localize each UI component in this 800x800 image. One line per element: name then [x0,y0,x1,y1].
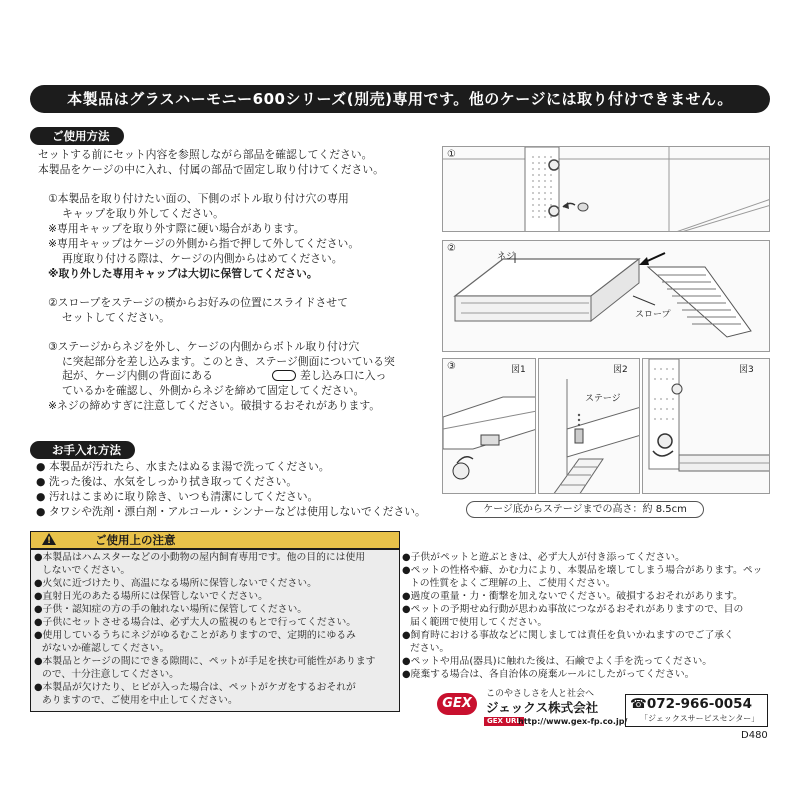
caution-item: トの性質をよくご理解の上、ご使用ください。 [410,578,616,589]
caution-item: ●子供にセットさせる場合は、必ず大人の監視のもとで行ってください。 [34,617,357,628]
caution-item: ●子供がペットと遊ぶときは、必ず大人が付き添ってください。 [402,552,685,563]
caution-item: 届く範囲で使用してください。 [410,617,548,628]
step1-note: ※専用キャップはケージの外側から指で押して外してください。 [48,237,360,250]
company-url[interactable]: http://www.gex-fp.co.jp/ [518,717,628,726]
caution-item: ●使用しているうちにネジがゆるむことがありますので、定期的にゆるみ [34,630,356,641]
step1-note: 再度取り付ける際は、ケージの内側からはめてください。 [62,252,343,265]
step3-line: ているかを確認し、外側からネジを締めて固定してください。 [62,384,365,397]
step3-line: に突起部分を差し込みます。このとき、ステージ側面についている突起が、ケージ内側の背面にある [62,355,395,383]
phone-icon: ☎ [630,696,647,712]
figure-3-panel-1-drawing [443,359,536,494]
service-center: 「ジェックスサービスセンター」 [640,714,760,723]
figure-3-number: ③ [447,361,456,372]
caution-item: しないでください。 [42,565,131,576]
caution-item: がないか確認してください。 [42,643,170,654]
caution-item: ●廃棄する場合は、各自治体の廃棄ルールにしたがってください。 [402,669,695,680]
caution-item: ●子供・認知症の方の手の触れない場所に保管してください。 [34,604,308,615]
care-item: ● タワシや洗剤・漂白剤・アルコール・シンナーなどは使用しないでください。 [36,505,426,518]
fig-label-1: 図1 [511,365,526,375]
caution-item: ださい。 [410,643,450,654]
caution-item: ●直射日光のあたる場所には保管しないでください。 [34,591,268,602]
caution-item: ありますので、ご使用を中止してください。 [42,695,238,706]
figure-1-number: ① [447,149,456,160]
care-item: ● 汚れはこまめに取り除き、いつも清潔にしてください。 [36,490,319,503]
gex-logo: GEX [437,693,477,715]
caution-item: ●本製品が欠けたり、ヒビが入った場合は、ペットがケガをするおそれが [34,682,356,693]
care-item: ● 洗った後は、水気をしっかり拭き取ってください。 [36,475,298,488]
caution-item: ●過度の重量・力・衝撃を加えないでください。破損するおそれがあります。 [402,591,743,602]
figure-3-panel-2 [538,358,640,494]
fig-label-3: 図3 [739,365,754,375]
product-code: D480 [741,730,768,741]
step3-line: ③ステージからネジを外し、ケージの内側からボトル取り付け穴 [48,340,360,353]
step1-important-note: ※取り外した専用キャップは大切に保管してください。 [48,267,318,280]
caution-item: ●ペットの性格や癖、かむ力により、本製品を壊してしまう場合があります。ペッ [402,565,763,576]
figure-2-slope-attach [442,240,770,352]
slope-label: スロープ [635,310,671,320]
care-item: ● 本製品が汚れたら、水またはぬるま湯で洗ってください。 [36,460,330,473]
figure-3-panel-1 [442,358,536,494]
screw-label: ネジ [497,252,516,262]
warning-mark: ! [47,536,52,546]
company-tagline: このやさしさを人と社会へ [486,689,595,699]
compatibility-banner: 本製品はグラスハーモニー600シリーズ(別売)専用です。他のケージには取り付けできません。 [30,85,770,113]
step1-note: ※専用キャップを取り外す際に硬い場合があります。 [48,222,305,235]
company-name: ジェックス株式会社 [486,700,599,715]
caution-item: ●本製品はハムスターなどの小動物の屋内飼育専用です。他の目的には使用 [34,552,366,563]
figure-2-drawing [443,241,770,352]
fig-label-2: 図2 [613,365,628,375]
caution-item: ●ペットの予期せぬ行動が思わぬ事故につながるおそれがありますので、目の [402,604,744,615]
caution-item: ので、十分注意してください。 [42,669,179,680]
phone-number: ☎072-966-0054 [630,696,752,712]
caution-item: ●ペットや用品(器具)に触れた後は、石鹸でよく手を洗ってください。 [402,656,713,667]
step2-line: ②スロープをステージの横からお好みの位置にスライドさせて [48,296,348,309]
usage-section-title: ご使用方法 [30,127,124,145]
figure-1-drawing [443,147,770,232]
caution-item: ●本製品とケージの間にできる隙間に、ペットが手足を挟む可能性があります [34,656,376,667]
step1-line: ①本製品を取り付けたい面の、下側のボトル取り付け穴の専用 [48,192,349,205]
caution-item: ●火気に近づけたり、高温になる場所に保管しないでください。 [34,578,317,589]
stage-height-note: ケージ底からステージまでの高さ：約 8.5cm [466,501,704,518]
caution-title: ご使用上の注意 [30,531,400,549]
care-section-title: お手入れ方法 [30,441,135,459]
figure-1-cap-removal [442,146,770,232]
url-tag: GEX URL [484,717,524,726]
caution-item: ●飼育時における事故などに関しましては責任を負いかねますのでご了承く [402,630,734,641]
figure-3-panel-3 [642,358,770,494]
usage-line: 本製品をケージの中に入れ、付属の部品で固定し取り付けてください。 [38,163,384,176]
insertion-slot-icon [272,370,296,381]
step2-line: セットしてください。 [62,311,170,324]
step3-line: 差し込み口に入っ [300,369,387,382]
figure-3-panel-2-drawing [539,359,640,494]
stage-label: ステージ [585,394,621,404]
figure-3-panel-3-drawing [643,359,770,494]
figure-2-number: ② [447,243,456,254]
step3-note: ※ネジの締めすぎに注意してください。破損するおそれがあります。 [48,399,381,412]
step1-line: キャップを取り外してください。 [62,207,224,220]
usage-line: セットする前にセット内容を参照しながら部品を確認してください。 [38,148,373,161]
